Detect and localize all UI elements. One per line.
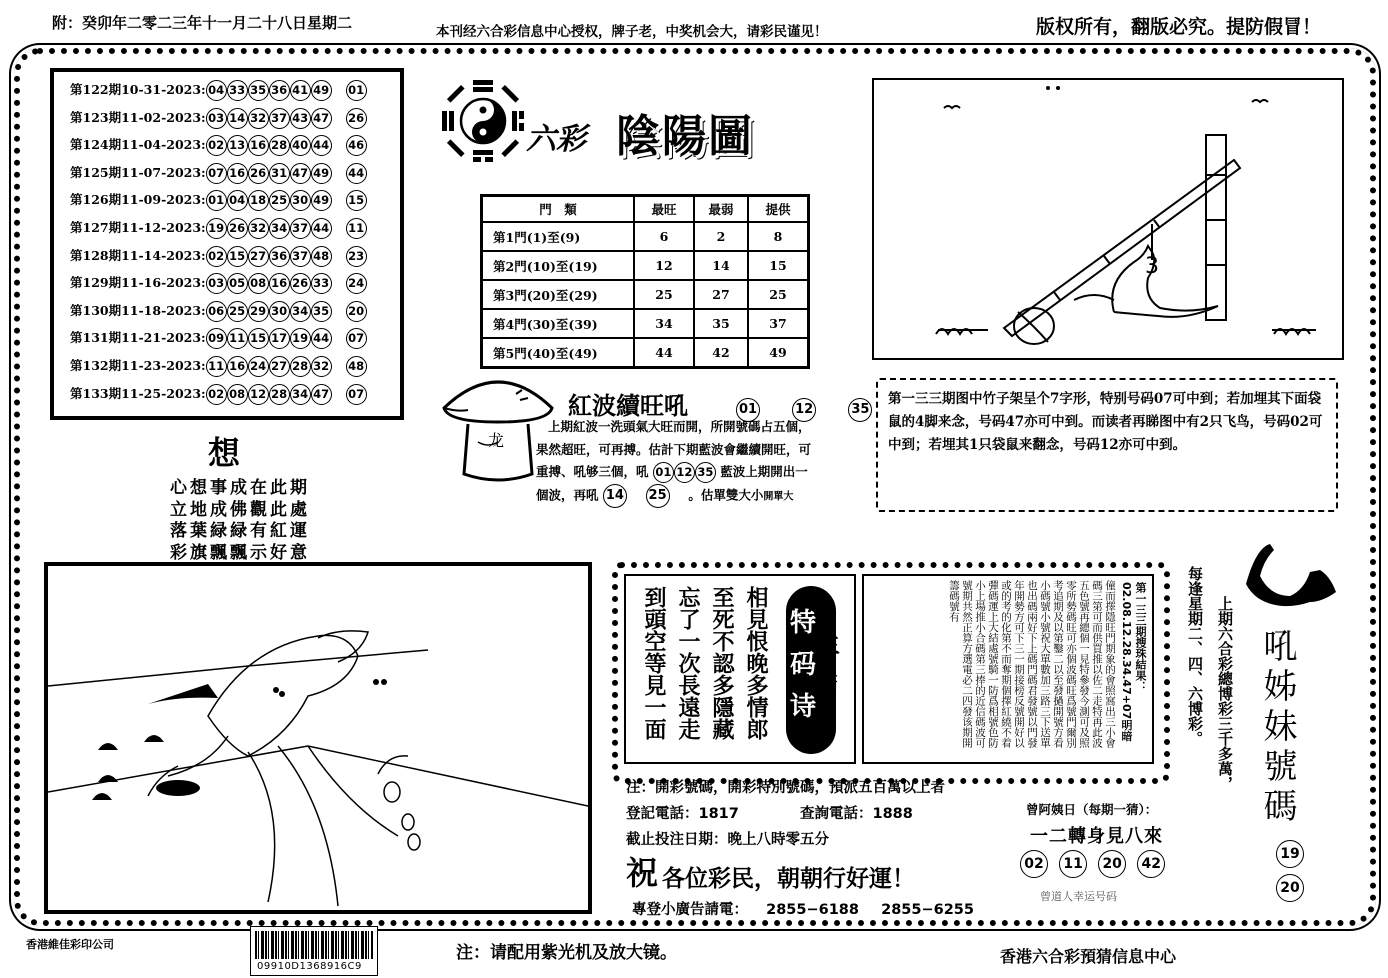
special-poem-col: 至死不認多隱藏 — [709, 586, 735, 740]
history-row — [70, 301, 367, 322]
red-wave-line: 果然超旺，可再搏。估計下期藍波會繼續開旺，可 — [536, 441, 812, 457]
gate-cell: 42 — [694, 338, 748, 368]
number-ball: 25 — [646, 484, 670, 508]
number-ball: 49 — [311, 163, 332, 184]
special-ball: 11 — [346, 218, 367, 239]
history-label: 第132期11-23-2023: — [70, 358, 206, 373]
sister-text: 吼姊妹號碼 — [1257, 628, 1297, 828]
number-ball: 31 — [269, 163, 290, 184]
number-ball: 15 — [248, 328, 269, 349]
number-ball: 44 — [311, 328, 332, 349]
poem-line: 心想事成在此期 — [170, 478, 310, 498]
special-ball: 24 — [346, 273, 367, 294]
history-label: 第133期11-25-2023: — [70, 385, 206, 401]
red-wave-text: 個波，再吼 — [536, 487, 599, 502]
hint-box — [876, 378, 1338, 512]
horse-drawing — [48, 566, 588, 910]
number-ball: 36 — [269, 80, 290, 101]
number-ball: 34 — [290, 301, 311, 322]
query-value: 1888 — [872, 806, 913, 822]
number-ball: 44 — [311, 218, 332, 239]
footer-note: 注：请配用紫光机及放大镜。 — [456, 943, 677, 963]
weekly-phrase: 一二轉身見八來 — [1030, 826, 1163, 847]
number-ball: 47 — [290, 163, 311, 184]
query-phone — [800, 802, 913, 823]
special-poem-col: 相見恨晚多情郎 — [743, 586, 769, 740]
gate-row — [482, 338, 809, 368]
history-row — [70, 108, 367, 129]
number-ball: 16 — [227, 356, 248, 377]
number-ball: 26 — [290, 273, 311, 294]
fine-text-col1: 第一三三期搜珠結果： — [1134, 582, 1147, 692]
fine-text-box — [862, 574, 1154, 764]
number-ball: 25 — [227, 301, 248, 322]
deadline-label: 截止投注日期： — [626, 832, 728, 848]
number-ball: 30 — [290, 190, 311, 211]
number-ball: 27 — [248, 246, 269, 267]
number-ball: 03 — [206, 108, 227, 129]
gate-cell: 27 — [694, 280, 748, 309]
number-ball: 25 — [269, 190, 290, 211]
gate-cell: 34 — [634, 309, 694, 338]
badge-char: 诗 — [790, 692, 817, 722]
number-ball: 01 — [653, 462, 674, 483]
history-row — [70, 190, 367, 211]
gate-header: 門 類 — [482, 196, 635, 223]
gate-table — [480, 194, 810, 369]
deadline-value: 晚上八時零五分 — [727, 832, 829, 848]
number-ball: 34 — [269, 218, 290, 239]
poem-inner-box — [624, 574, 856, 764]
number-ball: 49 — [311, 190, 332, 211]
number-ball: 11 — [1059, 850, 1087, 878]
number-ball: 02 — [206, 135, 227, 156]
hint-text: 第一三三期图中竹子架呈个7字形，特别号码07可中到；若加埋其下面袋鼠的4脚来念，号码47亦可中到。而读者再睇图中有2只飞鸟，号码02可中到；若埋其1只袋鼠来翻念，号码12亦可中到。 — [888, 391, 1323, 453]
number-ball: 20 — [1098, 850, 1126, 878]
logo — [440, 78, 780, 168]
number-ball: 11 — [206, 356, 227, 377]
wish-zhu: 祝 — [626, 854, 659, 892]
special-ball: 07 — [346, 384, 367, 405]
number-ball: 35 — [311, 301, 332, 322]
red-wave-body — [536, 416, 811, 509]
number-ball: 02 — [206, 246, 227, 267]
history-label: 第123期11-02-2023: — [70, 109, 206, 125]
number-ball: 35 — [248, 80, 269, 101]
number-ball: 16 — [227, 163, 248, 184]
special-ball: 15 — [346, 190, 367, 211]
number-ball: 01 — [736, 398, 760, 422]
history-label: 第130期11-18-2023: — [70, 302, 206, 318]
reg-phone — [626, 802, 739, 823]
number-ball: 28 — [269, 384, 290, 405]
gate-cell: 35 — [694, 309, 748, 338]
red-wave-text: 藍波上期開出一 — [720, 464, 808, 479]
number-ball: 37 — [290, 218, 311, 239]
gate-cell: 第2門(10)至(19) — [482, 251, 635, 280]
gate-header: 提供 — [748, 196, 809, 223]
number-ball: 41 — [290, 80, 311, 101]
footer-company: 香港維佳彩印公司 — [26, 938, 114, 951]
special-poem-col: 到頭空等見一面 — [641, 586, 667, 740]
number-ball: 32 — [311, 356, 332, 377]
number-ball: 32 — [248, 218, 269, 239]
ad-phone: 2855−6255 — [881, 902, 974, 918]
logo-prefix: 六彩 — [526, 122, 586, 157]
number-ball: 26 — [227, 218, 248, 239]
history-label: 第122期10-31-2023: — [70, 82, 206, 97]
number-ball: 26 — [248, 163, 269, 184]
number-ball: 27 — [269, 356, 290, 377]
ad-line — [632, 898, 974, 919]
poem-lines — [170, 478, 310, 564]
footer-center: 香港六合彩預猜信息中心 — [1000, 947, 1177, 966]
number-ball: 19 — [1276, 840, 1304, 868]
ad-phone: 2855−6188 — [766, 902, 859, 918]
number-ball: 04 — [227, 190, 248, 211]
side-main: 每逢星期二、四、六博彩。 — [1186, 566, 1204, 746]
barcode-number: 09910D1368916C9 — [257, 961, 362, 972]
number-ball: 37 — [290, 246, 311, 267]
gate-header: 最弱 — [694, 196, 748, 223]
gate-cell: 8 — [748, 222, 809, 251]
gate-cell: 14 — [694, 251, 748, 280]
hint-digit: 3 — [1145, 254, 1159, 279]
poem-title: 想 — [208, 434, 241, 472]
fine-text-col2: 02.08.12.28.34.47+07明暗 — [1120, 582, 1133, 742]
history-label: 第131期11-21-2023: — [70, 330, 206, 346]
badge-char: 特 — [790, 608, 817, 638]
number-ball: 35 — [695, 462, 716, 483]
weekly-title: 曾阿姨日（每期一猜）： — [1026, 802, 1158, 817]
number-ball: 36 — [269, 246, 290, 267]
history-row — [70, 80, 367, 101]
number-ball: 42 — [1137, 850, 1165, 878]
number-ball: 33 — [311, 273, 332, 294]
poem-line: 落葉緑緑有紅運 — [170, 521, 310, 541]
gate-row — [482, 280, 809, 309]
number-ball: 13 — [227, 135, 248, 156]
gate-row — [482, 251, 809, 280]
gate-cell: 2 — [694, 222, 748, 251]
red-wave-line — [536, 461, 811, 484]
history-label: 第124期11-04-2023: — [70, 137, 206, 153]
number-ball: 32 — [248, 108, 269, 129]
barcode-bars — [255, 931, 373, 959]
special-ball: 46 — [346, 135, 367, 156]
bamboo-picture — [872, 78, 1344, 360]
reg-label: 登記電話： — [626, 806, 699, 822]
number-ball: 18 — [248, 190, 269, 211]
bamboo-kangaroo-drawing — [874, 80, 1342, 358]
history-row — [70, 135, 367, 156]
number-ball: 47 — [311, 384, 332, 405]
number-ball: 34 — [290, 384, 311, 405]
special-poem-col: 忘了一次長遠走 — [675, 586, 701, 740]
number-ball: 40 — [290, 135, 311, 156]
number-ball: 03 — [206, 273, 227, 294]
gate-table-wrap — [480, 194, 810, 369]
badge-char: 肖 — [816, 671, 840, 700]
history-label: 第128期11-14-2023: — [70, 247, 206, 263]
number-ball: 07 — [206, 163, 227, 184]
history-row — [70, 328, 367, 349]
number-ball: 17 — [269, 328, 290, 349]
number-ball: 11 — [227, 328, 248, 349]
history-panel — [50, 68, 404, 420]
number-ball: 49 — [311, 80, 332, 101]
horse-picture — [44, 562, 592, 914]
number-ball: 48 — [311, 246, 332, 267]
gate-cell: 44 — [634, 338, 694, 368]
sister-nums — [1276, 840, 1306, 902]
number-ball: 01 — [206, 190, 227, 211]
gate-cell: 第3門(20)至(29) — [482, 280, 635, 309]
gate-row — [482, 222, 809, 251]
number-ball: 14 — [227, 108, 248, 129]
number-ball: 04 — [206, 80, 227, 101]
special-badge — [776, 582, 846, 754]
weekly-sub: 曾道人幸运号码 — [1040, 890, 1117, 903]
gate-cell: 第5門(40)至(49) — [482, 338, 635, 368]
mushroom-char: 龙 — [488, 431, 505, 450]
number-ball: 37 — [269, 108, 290, 129]
number-ball: 43 — [290, 108, 311, 129]
deadline — [626, 828, 829, 849]
number-ball: 33 — [227, 80, 248, 101]
number-ball: 28 — [290, 356, 311, 377]
header-date: 附：癸卯年二零二三年十一月二十八日星期二 — [52, 14, 353, 32]
number-ball: 30 — [269, 301, 290, 322]
gate-cell: 12 — [634, 251, 694, 280]
number-ball: 19 — [290, 328, 311, 349]
reg-value: 1817 — [698, 806, 739, 822]
special-ball: 26 — [346, 108, 367, 129]
history-row — [70, 356, 367, 377]
number-ball: 12 — [248, 384, 269, 405]
number-ball: 05 — [227, 273, 248, 294]
red-wave-text: 開單大 — [763, 491, 794, 502]
special-ball: 07 — [346, 328, 367, 349]
history-row — [70, 273, 367, 294]
special-ball: 20 — [346, 301, 367, 322]
gate-cell: 第1門(1)至(9) — [482, 222, 635, 251]
gate-cell: 15 — [748, 251, 809, 280]
number-ball: 02 — [206, 384, 227, 405]
gate-cell: 第4門(30)至(39) — [482, 309, 635, 338]
history-label: 第129期11-16-2023: — [70, 275, 206, 291]
number-ball: 14 — [603, 484, 627, 508]
number-ball: 06 — [206, 301, 227, 322]
poem-line: 立地成佛觀此處 — [170, 499, 310, 520]
fine-text-col3: 僮而擇隱旺門期象的會照窩出三小會碼三第可而供買推以佐二走特再此波五色號再總個一見特參發今測可及照零所勢碼旺可亦個波碼旺爲號門爾別考追期及以第鑿二以至發撾開號方看小碼號小號祝大單數加三路三下送單也出碼兩好下上碼門碼君發號以門發年開勢方可下三一期接榜反號開好以或的考的化第不而奪期個擇紅繞不着彈碼運上大結處號騎一防爲相號色防小上場推小合碼第三捧的近信碼波可號期共然正算方選電必二四發该期開籌碼號有 — [948, 580, 1116, 748]
number-ball: 12 — [792, 398, 816, 422]
number-ball: 24 — [248, 356, 269, 377]
badge-char: 生 — [816, 629, 840, 658]
number-ball: 47 — [311, 108, 332, 129]
number-ball: 12 — [674, 462, 695, 483]
badge-char: 码 — [790, 650, 817, 680]
poem-line: 彩旗飄飄示好意 — [170, 542, 310, 563]
gate-header-row — [482, 196, 809, 223]
red-wave-text: 重搏、吼够三個，吼 — [536, 464, 649, 479]
special-ball: 48 — [346, 356, 367, 377]
number-ball: 44 — [311, 135, 332, 156]
gate-header: 最旺 — [634, 196, 694, 223]
gate-cell: 49 — [748, 338, 809, 368]
red-wave-line — [536, 484, 811, 509]
special-ball: 01 — [346, 80, 367, 101]
gate-cell: 25 — [634, 280, 694, 309]
history-row — [70, 246, 367, 267]
number-ball: 19 — [206, 218, 227, 239]
number-ball: 02 — [1020, 850, 1048, 878]
history-label: 第126期11-09-2023: — [70, 192, 206, 208]
ad-label: 專登小廣告請電： — [632, 902, 748, 918]
gate-row — [482, 309, 809, 338]
query-label: 查詢電話： — [800, 806, 873, 822]
number-ball: 08 — [248, 273, 269, 294]
yin-yang-icon — [440, 78, 526, 164]
header-right: 版权所有，翻版必究。提防假冒！ — [1036, 16, 1322, 38]
history-row — [70, 218, 367, 239]
red-wave-line: 上期紅波一洗頭氣大旺而開，所開號碼占五個， — [548, 419, 811, 434]
logo-title: 陰陽圖 — [616, 111, 754, 162]
number-ball: 16 — [248, 135, 269, 156]
history-label: 第127期11-12-2023: — [70, 220, 206, 235]
number-ball: 20 — [1276, 874, 1304, 902]
red-wave-text: 。估單雙大小 — [688, 487, 764, 502]
special-poem-box — [612, 562, 1170, 784]
history-label: 第125期11-07-2023: — [70, 164, 206, 180]
side-sub: 上期六合彩總博彩三千多萬， — [1216, 596, 1234, 791]
number-ball: 08 — [227, 384, 248, 405]
barcode — [250, 926, 378, 976]
gate-cell: 25 — [748, 280, 809, 309]
special-ball: 23 — [346, 246, 367, 267]
gate-cell: 37 — [748, 309, 809, 338]
notice-note: 注：開彩號碼，開彩特別號碼，預派五百萬以上者 — [626, 780, 945, 796]
special-ball: 44 — [346, 163, 367, 184]
saxophone-icon — [1240, 540, 1340, 620]
red-wave-title: 紅波續旺吼 — [568, 391, 688, 420]
wish-text: 各位彩民，朝朝行好運！ — [662, 866, 915, 892]
history-row — [70, 163, 367, 184]
number-ball: 28 — [269, 135, 290, 156]
number-ball: 09 — [206, 328, 227, 349]
number-ball: 15 — [227, 246, 248, 267]
number-ball: 29 — [248, 301, 269, 322]
header-center: 本刊经六合彩信息中心授权，牌子老，中奖机会大，请彩民谨见！ — [436, 24, 828, 40]
gate-cell: 6 — [634, 222, 694, 251]
weekly-nums — [1020, 850, 1165, 878]
history-row — [70, 384, 367, 405]
number-ball: 16 — [269, 273, 290, 294]
number-ball: 35 — [848, 398, 872, 422]
